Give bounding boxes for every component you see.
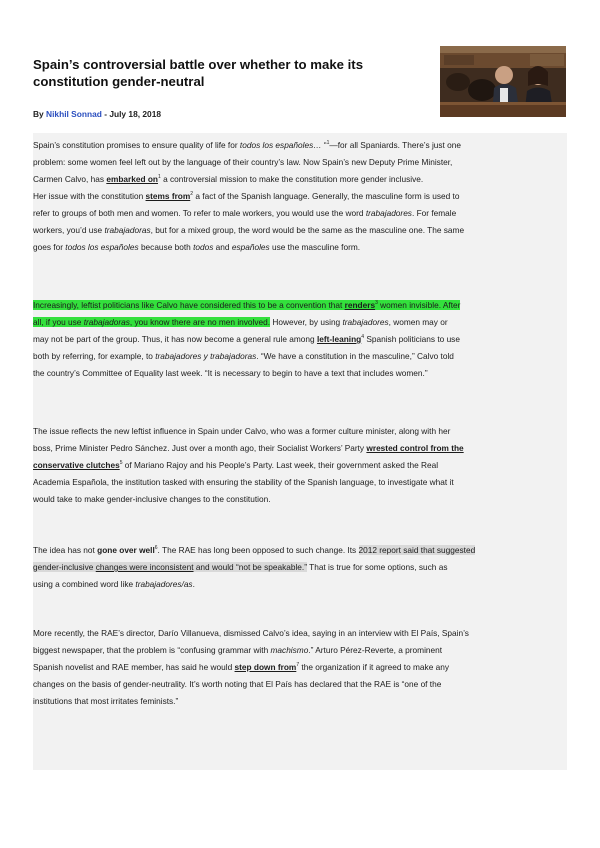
glossary-link-gone-over-well[interactable]: gone over well	[97, 545, 155, 555]
footnote-marker[interactable]: 6	[154, 545, 158, 552]
paragraph-line: Spain’s constitution promises to ensure quality of life for todos los españoles… “$^1$—for all Spaniards. There’s just one	[33, 140, 462, 150]
glossary-link-stems-from[interactable]: stems from	[145, 191, 191, 201]
paragraph-line: refer to groups of both men and women. To refer to male workers, you would use the word trabajadores. For female	[33, 208, 457, 218]
footnote-marker[interactable]: 7	[296, 662, 300, 669]
footnote-marker[interactable]: 4	[361, 334, 365, 341]
paragraph-line: using a combined word like trabajadores/as.	[33, 579, 195, 589]
glossary-link-conservative-clutches[interactable]: conservative clutches	[33, 460, 120, 470]
paragraph-line: both by referring, for example, to trabajadores y trabajadoras. “We have a constitution in the masculine,” Calvo told	[33, 351, 454, 361]
byline	[33, 109, 161, 119]
paragraph-5	[33, 625, 567, 710]
paragraph-line: gender-inclusive changes were inconsistent and would “not be speakable.” That is true for some options, such as	[33, 562, 448, 572]
footnote-marker[interactable]: 1	[326, 140, 330, 147]
paragraph-line: Spanish novelist and RAE member, has said he would step down from$^7$ the organization if it agreed to make any	[33, 662, 449, 672]
paragraph-line: More recently, the RAE’s director, Darío Villanueva, dismissed Calvo’s idea, saying in an interview with El País, Spain’s	[33, 628, 469, 638]
paragraph-line: the country’s Committee of Equality last week. “It is necessary to begin to have a text that includes women.”	[33, 368, 428, 378]
changes-link[interactable]: changes were inconsistent	[95, 562, 194, 572]
paragraph-line: goes for todos los españoles because both todos and españoles use the masculine form.	[33, 242, 361, 252]
glossary-link-embarked-on[interactable]: embarked on	[106, 174, 158, 184]
author-link[interactable]: Nikhil Sonnad	[46, 109, 102, 119]
footnote-marker[interactable]: 3	[375, 300, 378, 307]
byline-date: - July 18, 2018	[101, 109, 162, 119]
byline-prefix: By	[33, 109, 47, 119]
paragraph-4	[33, 542, 567, 593]
footnote-marker[interactable]: 2	[190, 191, 194, 198]
footnote-marker[interactable]: 5	[119, 460, 123, 467]
green-highlight: all, if you use trabajadoras, you know there are no men involved.	[33, 317, 271, 327]
glossary-link-renders[interactable]: renders	[344, 300, 376, 310]
paragraph-line: institutions that most irritates feminists.”	[33, 696, 179, 706]
paragraph-line: workers, you’d use trabajadoras, but for a mixed group, the word would be the same as the masculine one. The same	[33, 225, 465, 235]
paragraph-line: The issue reflects the new leftist influence in Spain under Calvo, who was a former culture minister, along with her	[33, 426, 451, 436]
glossary-link-wrested-control[interactable]: wrested control from the	[366, 443, 464, 453]
grey-highlight: 2012 report said that suggested	[358, 545, 476, 555]
glossary-link-left-leaning[interactable]: left-leaning	[316, 334, 362, 344]
paragraph-line: problem: some women feel left out by the language of their country’s law. Now Spain’s new Deputy Prime Minister,	[33, 157, 453, 167]
paragraph-line: Academia Española, the institution tasked with ensuring the stability of the Spanish language, to investigate what it	[33, 477, 454, 487]
paragraph-line: conservative clutches$^5$ of Mariano Rajoy and his People’s Party. Last week, their government asked the Real	[33, 460, 439, 470]
paragraph-line: The idea has not gone over well$^6$. The RAE has long been opposed to such change. Its 2012 report said that suggested	[33, 545, 476, 555]
glossary-link-step-down-from[interactable]: step down from	[234, 662, 297, 672]
paragraph-line: Her issue with the constitution stems from$^2$ a fact of the Spanish language. Generally, the masculine form is used to	[33, 191, 460, 201]
paragraph-line: boss, Prime Minister Pedro Sánchez. Just over a month ago, their Socialist Workers’ Party wrested control from the	[33, 443, 464, 453]
paragraph-line: biggest newspaper, that the problem is “confusing grammar with machismo.” Arturo Pérez-Reverte, a prominent	[33, 645, 443, 655]
paragraph-line: all, if you use trabajadoras, you know there are no men involved. However, by using trabajadores, women may or	[33, 317, 448, 327]
paragraph-2	[33, 297, 567, 382]
paragraph-line: would take to make gender-inclusive changes to the constitution.	[33, 494, 271, 504]
paragraph-line: may not be part of the group. Thus, it has now become a general rule among left-leaning$^4$ Spanish politicians to use	[33, 334, 460, 344]
paragraph-3	[33, 423, 567, 508]
paragraph-line: Carmen Calvo, has embarked $on^1$ a controversial mission to make the constitution more gender inclusive.	[33, 174, 424, 184]
article-photo	[440, 46, 566, 117]
green-highlight: Increasingly, leftist politicians like Calvo have considered this to be a convention that renders$^3$ women invisible. After	[33, 300, 461, 310]
article-title: Spain’s controversial battle over whether to make its constitution gender-neutral	[33, 57, 364, 89]
footnote-marker[interactable]: 1	[157, 174, 161, 181]
paragraph-line	[33, 297, 567, 314]
paragraph-line: changes on the basis of gender-neutrality. It’s worth noting that El País has declared that the RAE is “one of the	[33, 679, 442, 689]
grey-highlight: gender-inclusive changes were inconsistent and would “not be speakable.”	[33, 562, 307, 572]
paragraph-1	[33, 137, 567, 256]
